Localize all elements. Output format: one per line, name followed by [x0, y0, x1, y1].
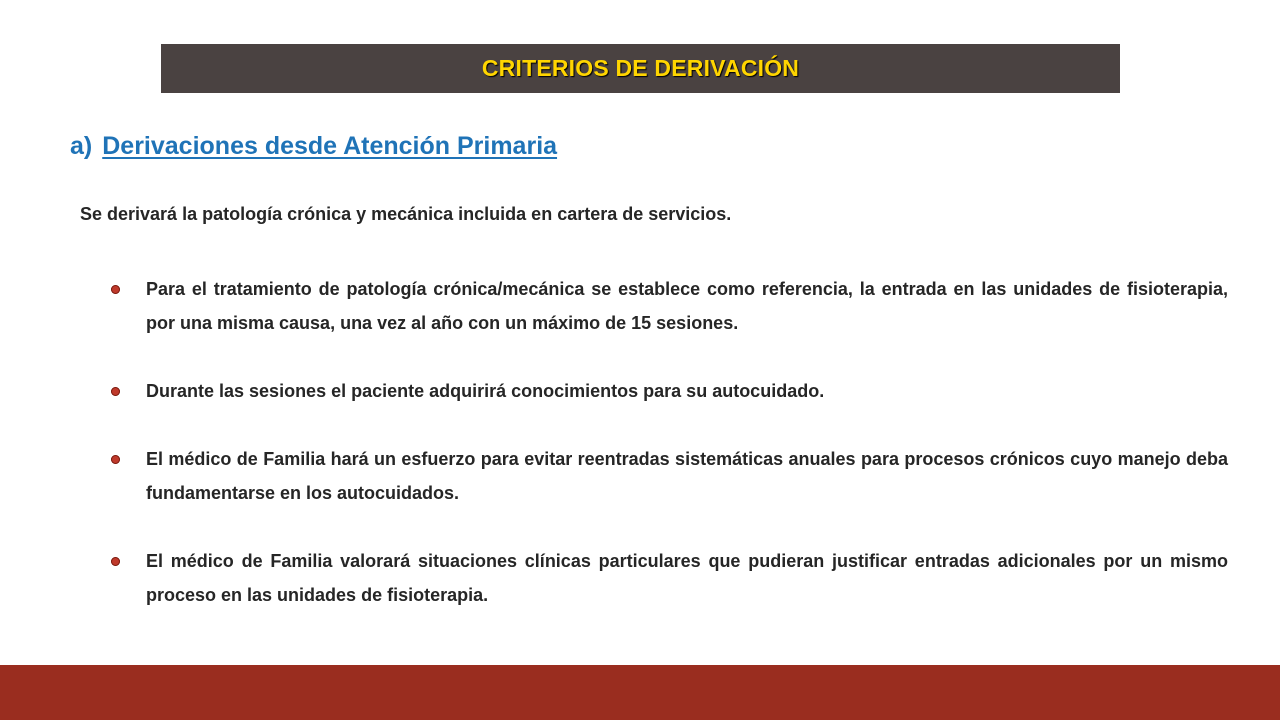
- bullet-item: [108, 544, 1228, 612]
- bullet-dot-icon: [111, 455, 120, 464]
- title-bar: [161, 44, 1120, 93]
- subtitle-text: Derivaciones desde Atención Primaria: [102, 132, 558, 160]
- bullet-list: [108, 272, 1228, 612]
- slide-title: CRITERIOS DE DERIVACIÓN: [481, 55, 800, 81]
- intro-text: Se derivará la patología crónica y mecánica incluida en cartera de servicios.: [80, 204, 732, 224]
- subtitle-marker: a): [70, 132, 93, 160]
- bullet-item: [108, 374, 1228, 408]
- bullet-dot-icon: [111, 285, 120, 294]
- section-subtitle: [70, 132, 557, 161]
- bullet-text: El médico de Familia hará un esfuerzo para evitar reentradas sistemáticas anuales para procesos crónicos cuyo manejo deba fundamentarse en los autocuidados.: [146, 449, 1228, 503]
- bullet-text: El médico de Familia valorará situaciones clínicas particulares que pudieran justificar entradas adicionales por un mismo proceso en las unidades de fisioterapia.: [146, 551, 1228, 605]
- bullet-dot-icon: [111, 387, 120, 396]
- bullet-text: Durante las sesiones el paciente adquirirá conocimientos para su autocuidado.: [146, 381, 825, 401]
- bullet-item: [108, 272, 1228, 340]
- footer-bar: [0, 665, 1280, 720]
- bullet-dot-icon: [111, 557, 120, 566]
- bullet-text: Para el tratamiento de patología crónica/mecánica se establece como referencia, la entrada en las unidades de fisioterapia, por una misma causa, una vez al año con un máximo de 15 sesiones.: [146, 279, 1228, 333]
- bullet-item: [108, 442, 1228, 510]
